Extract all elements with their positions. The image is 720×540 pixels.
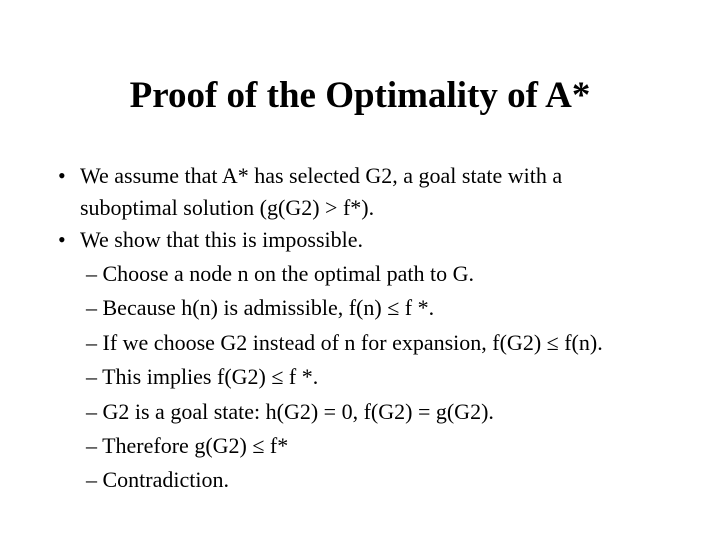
bullet-marker: • (58, 163, 66, 188)
bullet-text: We show that this is impossible. (80, 227, 364, 252)
sub-point: – If we choose G2 instead of n for expansion, f(G2) ≤ f(n). (86, 330, 603, 355)
sub-point: – Because h(n) is admissible, f(n) ≤ f *. (86, 295, 435, 320)
slide-title: Proof of the Optimality of A* (129, 75, 591, 116)
sub-point: – Choose a node n on the optimal path to G. (86, 261, 474, 286)
sub-point: – This implies f(G2) ≤ f *. (86, 364, 319, 389)
sub-point: – Therefore g(G2) ≤ f* (86, 433, 289, 458)
sub-point: – Contradiction. (86, 467, 229, 492)
bullet-text: We assume that A* has selected G2, a goal state with a (80, 163, 563, 188)
sub-point: – G2 is a goal state: h(G2) = 0, f(G2) = g(G2). (86, 399, 494, 424)
bullet-text-continuation: suboptimal solution (g(G2) > f*). (80, 195, 375, 220)
bullet-marker: • (58, 227, 66, 252)
